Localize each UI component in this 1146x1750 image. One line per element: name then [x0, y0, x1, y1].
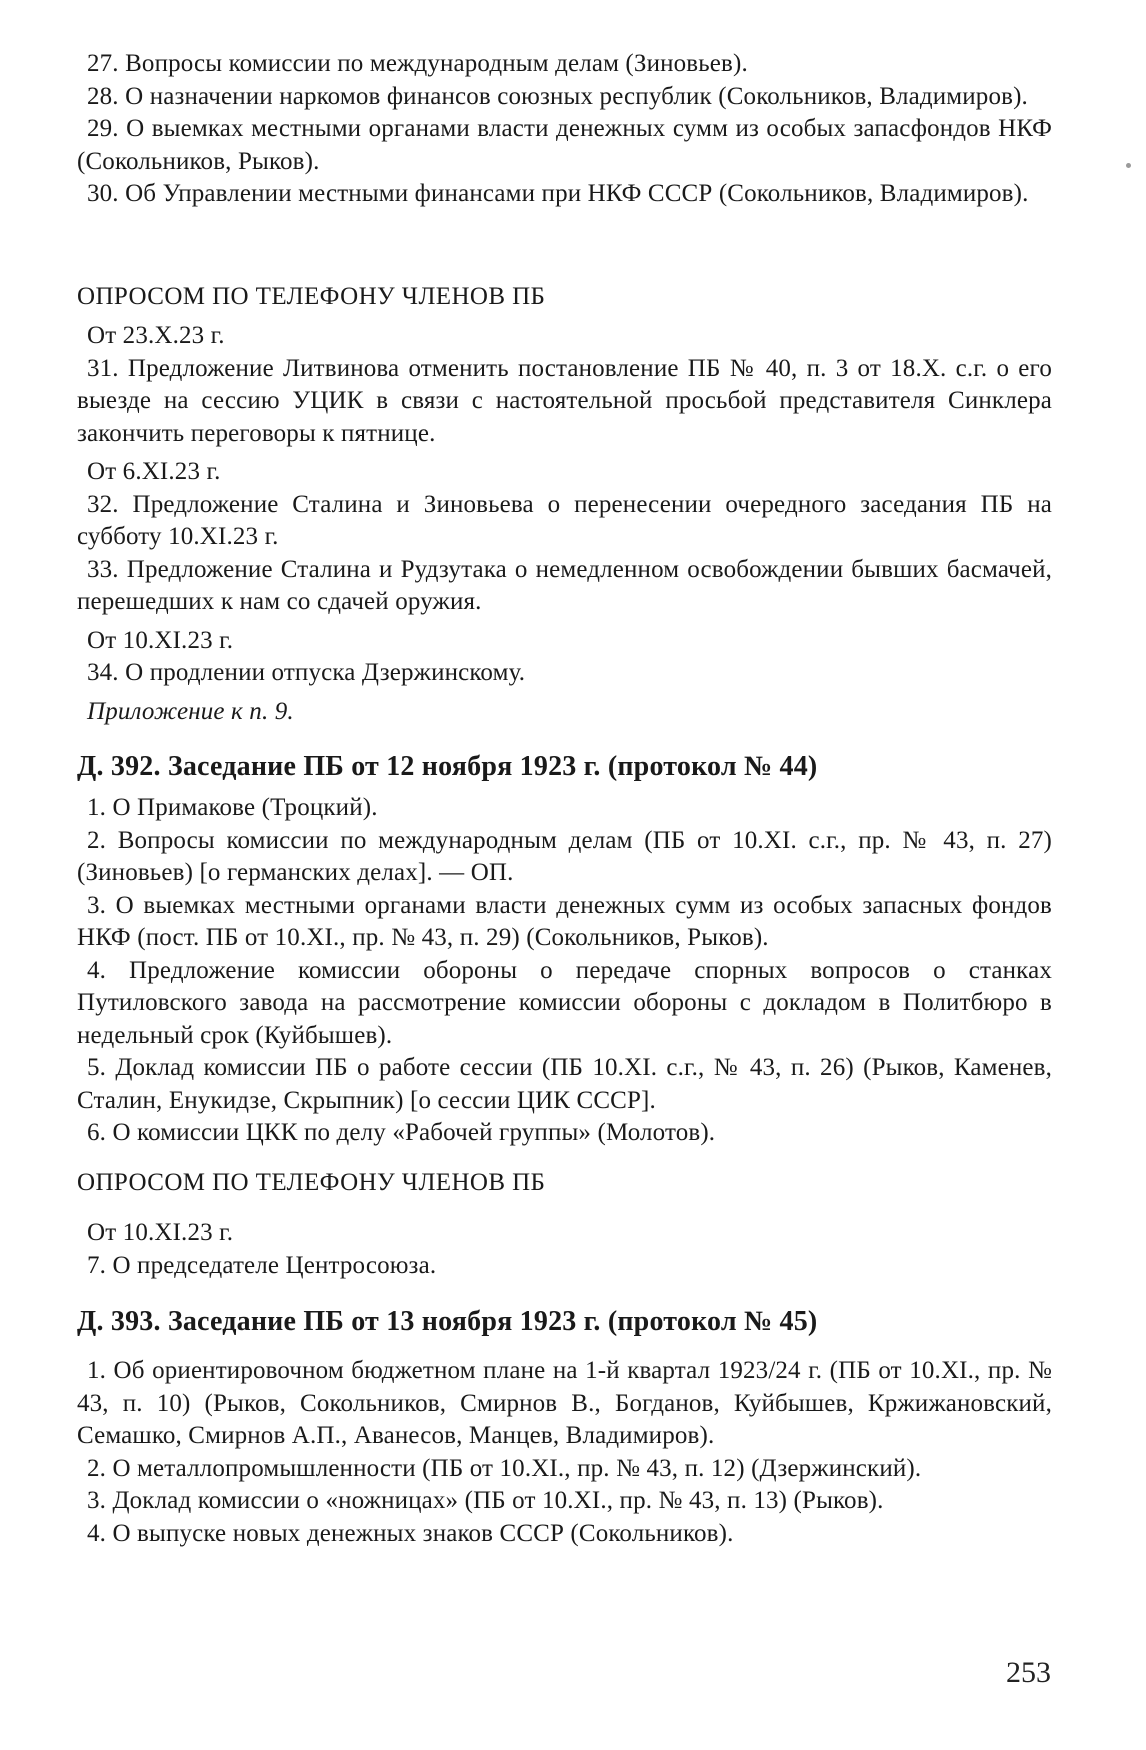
item-34: 34. О продлении отпуска Дзержинскому. — [87, 659, 526, 686]
d393-item-3: 3. Доклад комиссии о «ножницах» (ПБ от 10.XI., пр. № 43, п. 13) (Рыков). — [87, 1487, 884, 1514]
d393-items — [77, 1355, 1052, 1550]
telephone-poll-2 — [77, 1167, 1052, 1200]
section-d393 — [77, 1305, 1052, 1339]
poll-2-items — [77, 1217, 1052, 1282]
poll-items — [77, 320, 1052, 728]
d392-item-1: 1. О Примакове (Троцкий). — [87, 794, 378, 821]
telephone-poll-1 — [77, 281, 1052, 314]
item-29: 29. О выемках местными органами власти денежных сумм из особых запасфондов НКФ (Сокольников, Рыков). — [77, 115, 1052, 175]
d393-item-1: 1. Об ориентировочном бюджетном плане на 1-й квартал 1923/24 г. (ПБ от 10.XI., пр. № 43, п. 10) (Рыков, Сокольников, Смирнов В., Богданов, Куйбышев, Кржижановский, Семашко, Смирнов А.П., Аванесов, Манцев, Владимиров). — [77, 1357, 1052, 1449]
d392-item-7: 7. О председателе Центросоюза. — [87, 1251, 437, 1279]
margin-speck — [1126, 163, 1131, 168]
poll-header-2: ОПРОСОМ ПО ТЕЛЕФОНУ ЧЛЕНОВ ПБ — [77, 1169, 546, 1196]
item-31: 31. Предложение Литвинова отменить постановление ПБ № 40, п. 3 от 18.X. с.г. о его выезде на сессию УЦИК в связи с настоятельной просьбой представителя Синклера закончить переговоры к пятнице. — [77, 354, 1052, 447]
poll-2-date: От 10.XI.23 г. — [87, 1219, 234, 1246]
item-32: 32. Предложение Сталина и Зиновьева о перенесении очередного заседания ПБ на субботу 10.XI.23 г. — [77, 490, 1052, 550]
section-heading-393: Д. 393. Заседание ПБ от 13 ноября 1923 г. (протокол № 45) — [77, 1306, 818, 1337]
d392-item-2: 2. Вопросы комиссии по международным делам (ПБ от 10.XI. с.г., пр. № 43, п. 27) (Зиновьев) [о германских делах]. — ОП. — [77, 826, 1052, 886]
page-number: 253 — [1006, 1656, 1051, 1689]
d392-item-5: 5. Доклад комиссии ПБ о работе сессии (ПБ 10.XI. с.г., № 43, п. 26) (Рыков, Каменев, Сталин, Енукидзе, Скрыпник) [о сессии ЦИК СССР]. — [77, 1054, 1052, 1114]
section-heading-392: Д. 392. Заседание ПБ от 12 ноября 1923 г. (протокол № 44) — [77, 751, 818, 782]
d392-items — [77, 792, 1052, 1150]
d392-item-3: 3. О выемках местными органами власти денежных сумм из особых запасных фондов НКФ (пост. ПБ от 10.XI., пр. № 43, п. 29) (Сокольников, Рыков). — [77, 891, 1052, 951]
item-27: 27. Вопросы комиссии по международным делам (Зиновьев). — [87, 50, 748, 77]
poll-date-1: От 23.X.23 г. — [87, 322, 225, 349]
items-27-30 — [77, 48, 1052, 211]
appendix-note: Приложение к п. 9. — [87, 697, 294, 725]
d392-item-4: 4. Предложение комиссии обороны о передаче спорных вопросов о станках Путиловского завода на рассмотрение комиссии обороны с докладом в Политбюро в недельный срок (Куйбышев). — [77, 956, 1052, 1049]
d393-item-2: 2. О металлопромышленности (ПБ от 10.XI., пр. № 43, п. 12) (Дзержинский). — [87, 1454, 922, 1482]
poll-header: ОПРОСОМ ПО ТЕЛЕФОНУ ЧЛЕНОВ ПБ — [77, 283, 546, 310]
poll-date-3: От 10.XI.23 г. — [87, 626, 234, 654]
section-d392 — [77, 750, 1052, 784]
item-33: 33. Предложение Сталина и Рудзутака о немедленном освобождении бывших басмачей, перешедших к нам со сдачей оружия. — [77, 555, 1052, 615]
d393-item-4: 4. О выпуске новых денежных знаков СССР (Сокольников). — [87, 1519, 734, 1547]
d392-item-6: 6. О комиссии ЦКК по делу «Рабочей группы» (Молотов). — [87, 1119, 716, 1146]
poll-date-2: От 6.XI.23 г. — [87, 458, 221, 485]
item-28: 28. О назначении наркомов финансов союзных республик (Сокольников, Владимиров). — [87, 82, 1028, 110]
item-30: 30. Об Управлении местными финансами при НКФ СССР (Сокольников, Владимиров). — [87, 180, 1029, 207]
